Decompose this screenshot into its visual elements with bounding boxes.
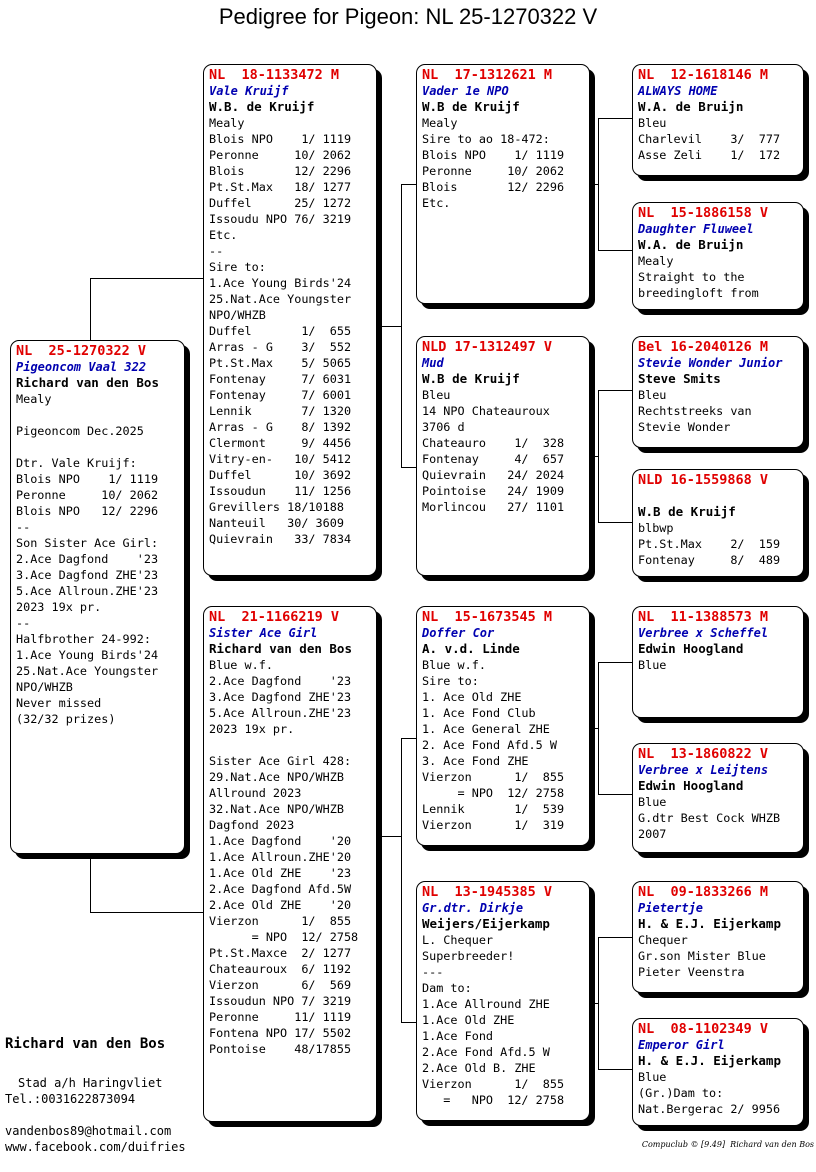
- pedigree-line: Son Sister Ace Girl:: [16, 536, 159, 550]
- owner-name: W.B de Kruijf: [422, 99, 520, 114]
- pedigree-line: Chequer: [638, 933, 688, 947]
- pedigree-line: --: [209, 244, 224, 258]
- pedigree-line: --: [16, 520, 31, 534]
- pedigree-line: = NPO 12/ 2758: [209, 930, 359, 944]
- pedigree-line: Chateaurouх 6/ 1192: [209, 962, 352, 976]
- ring-number: Bel 16-2040126 M: [638, 339, 769, 355]
- connector-line: [401, 738, 402, 1023]
- pedigree-line: Arras - G 8/ 1392: [209, 420, 352, 434]
- pedigree-line: Pieter Veenstra: [638, 965, 745, 979]
- pigeon-card-subject[interactable]: [10, 340, 185, 854]
- pedigree-line: 1.Ace Young Birds'24: [16, 648, 159, 662]
- pedigree-line: Blois 12/ 2296: [209, 164, 352, 178]
- pedigree-line: Blois 12/ 2296: [422, 180, 565, 194]
- pedigree-line: = NPO 12/ 2758: [422, 786, 565, 800]
- pigeon-name: Verbree x Leijtens: [638, 763, 769, 777]
- connector-line: [401, 184, 417, 185]
- connector-line: [598, 118, 632, 119]
- pedigree-line: Vierzon 1/ 855: [422, 770, 565, 784]
- ring-number: NL 11-1388573 M: [638, 609, 769, 625]
- pedigree-line: ---: [422, 965, 444, 979]
- connector-line: [598, 937, 632, 938]
- pedigree-line: Pigeoncom Dec.2025: [16, 424, 144, 438]
- connector-line: [598, 1069, 632, 1070]
- pigeon-card-dam-sire-sire[interactable]: [632, 606, 804, 718]
- pedigree-line: Blue w.f.: [422, 658, 486, 672]
- pedigree-line: Mealy: [422, 116, 458, 130]
- pedigree-line: 5.Ace Allroun.ZHE'23: [16, 584, 159, 598]
- ring-number: NLD 16-1559868 V: [638, 472, 769, 488]
- breeder-address: Stad a/h Haringvliet: [18, 1076, 163, 1090]
- pedigree-line: 2007: [638, 827, 667, 841]
- pedigree-line: Gr.son Mister Blue: [638, 949, 766, 963]
- pedigree-line: 1. Ace Fond Club: [422, 706, 536, 720]
- pedigree-line: NPO/WHZB: [16, 680, 73, 694]
- pedigree-line: Pontoise 48/17855: [209, 1042, 352, 1056]
- connector-line: [90, 912, 204, 913]
- pedigree-line: Pt.St.Maxce 2/ 1277: [209, 946, 352, 960]
- pedigree-line: 1. Ace General ZHE: [422, 722, 550, 736]
- pigeon-name: Vader 1e NPO: [422, 84, 509, 98]
- pedigree-line: Dtr. Vale Kruijf:: [16, 456, 137, 470]
- pigeon-name: Vale Kruijf: [209, 84, 289, 98]
- pedigree-line: Mealy: [638, 254, 674, 268]
- pedigree-line: Peronne 10/ 2062: [422, 164, 565, 178]
- pedigree-line: Clermont 9/ 4456: [209, 436, 352, 450]
- pedigree-line: Blue w.f.: [209, 658, 273, 672]
- pedigree-line: Chateauro 1/ 328: [422, 436, 565, 450]
- pedigree-line: Bleu: [638, 116, 667, 130]
- connector-line: [90, 858, 91, 912]
- pedigree-line: Issoudun NPO 7/ 3219: [209, 994, 352, 1008]
- pigeon-name: ALWAYS HOME: [638, 84, 718, 98]
- connector-line: [598, 390, 632, 391]
- connector-line: [598, 118, 599, 250]
- connector-line: [598, 390, 599, 522]
- pedigree-line: Vitry-en- 10/ 5412: [209, 452, 352, 466]
- owner-name: Steve Smits: [638, 371, 721, 386]
- pigeon-card-sire-dam-dam[interactable]: [632, 469, 804, 577]
- pedigree-line: Duffel 25/ 1272: [209, 196, 352, 210]
- pedigree-line: 29.Nat.Ace NPO/WHZB: [209, 770, 344, 784]
- owner-name: H. & E.J. Eijerkamp: [638, 1053, 781, 1068]
- ring-number: NL 17-1312621 M: [422, 67, 553, 83]
- pigeon-name: Verbree x Scheffel: [638, 626, 769, 640]
- pigeon-name: Doffer Cor: [422, 626, 495, 640]
- pedigree-line: Blue: [638, 795, 667, 809]
- pedigree-line: Blois NPO 1/ 1119: [209, 132, 352, 146]
- pedigree-line: blbwp: [638, 521, 674, 535]
- pigeon-card-dam-dam-dam[interactable]: [632, 1018, 804, 1126]
- pedigree-line: [16, 407, 179, 423]
- ring-number: NL 08-1102349 V: [638, 1021, 769, 1037]
- ring-number: NLD 17-1312497 V: [422, 339, 553, 355]
- pigeon-card-dam[interactable]: [203, 606, 377, 1122]
- ring-number: NL 13-1860822 V: [638, 746, 769, 762]
- pedigree-line: Morlincou 27/ 1101: [422, 500, 565, 514]
- pedigree-line: (32/32 prizes): [16, 712, 116, 726]
- pedigree-line: = NPO 12/ 2758: [422, 1093, 565, 1107]
- breeder-name: Richard van den Bos: [5, 1036, 166, 1052]
- owner-name: H. & E.J. Eijerkamp: [638, 916, 781, 931]
- pedigree-line: Charlevil 3/ 777: [638, 132, 781, 146]
- pedigree-line: Fontenay 4/ 657: [422, 452, 565, 466]
- connector-line: [90, 278, 91, 340]
- pigeon-card-dam-sire-dam[interactable]: [632, 743, 804, 853]
- breeder-phone: Tel.:0031622873094: [5, 1092, 136, 1106]
- owner-name: Richard van den Bos: [16, 375, 159, 390]
- pigeon-name: Emperor Girl: [638, 1038, 725, 1052]
- connector-line: [377, 836, 402, 837]
- owner-name: W.B de Kruijf: [638, 504, 736, 519]
- owner-name: Edwin Hoogland: [638, 641, 744, 656]
- pedigree-line: 3706 d: [422, 420, 465, 434]
- connector-line: [598, 522, 632, 523]
- pedigree-line: 25.Nat.Ace Youngster: [16, 664, 159, 678]
- pedigree-line: Sire to ao 18-472:: [422, 132, 550, 146]
- ring-number: NL 25-1270322 V: [16, 343, 147, 359]
- pedigree-line: Etc.: [422, 196, 451, 210]
- pedigree-line: Nat.Bergerac 2/ 9956: [638, 1102, 781, 1116]
- pedigree-line: Asse Zeli 1/ 172: [638, 148, 781, 162]
- pedigree-line: 2.Ace Dagfond '23: [16, 552, 159, 566]
- pedigree-line: Blois NPO 12/ 2296: [16, 504, 159, 518]
- pedigree-line: Bleu: [638, 388, 667, 402]
- pigeon-card-sire-dam[interactable]: [416, 336, 590, 576]
- pigeon-name: Sister Ace Girl: [209, 626, 318, 640]
- connector-line: [598, 250, 632, 251]
- pigeon-card-sire-sire-dam[interactable]: [632, 202, 804, 310]
- pedigree-line: 2.Ace Dagfond '23: [209, 674, 352, 688]
- pedigree-line: breedingloft from: [638, 286, 759, 300]
- connector-line: [598, 794, 632, 795]
- pedigree-line: Pt.St.Max 18/ 1277: [209, 180, 352, 194]
- pigeon-name: Daughter Fluweel: [638, 222, 754, 236]
- pedigree-line: Lennik 1/ 539: [422, 802, 565, 816]
- pedigree-line: 3.Ace Dagfond ZHE'23: [209, 690, 352, 704]
- pedigree-line: Grevillers 18/10188: [209, 500, 344, 514]
- pedigree-line: 5.Ace Allroun.ZHE'23: [209, 706, 352, 720]
- pedigree-line: NPO/WHZB: [209, 308, 266, 322]
- pedigree-line: Fontena NPO 17/ 5502: [209, 1026, 352, 1040]
- pedigree-line: Sire to:: [209, 260, 266, 274]
- ring-number: NL 21-1166219 V: [209, 609, 340, 625]
- connector-line: [401, 1022, 417, 1023]
- pedigree-line: Never missed: [16, 696, 102, 710]
- owner-name: Edwin Hoogland: [638, 778, 744, 793]
- pedigree-line: Dagfond 2023: [209, 818, 295, 832]
- pedigree-line: Halfbrother 24-992:: [16, 632, 151, 646]
- pigeon-card-sire-sire[interactable]: [416, 64, 590, 304]
- pedigree-line: [209, 737, 371, 753]
- pigeon-name: Pietertje: [638, 901, 704, 915]
- pedigree-line: --: [16, 616, 31, 630]
- pedigree-line: Bleu: [422, 388, 451, 402]
- pedigree-line: Quievrain 24/ 2024: [422, 468, 565, 482]
- pedigree-line: Fontenay 7/ 6031: [209, 372, 352, 386]
- connector-line: [598, 662, 599, 794]
- pedigree-line: Blue: [638, 1070, 667, 1084]
- connector-line: [377, 326, 402, 327]
- pedigree-line: Duffel 1/ 655: [209, 324, 352, 338]
- pigeon-card-sire-sire-sire[interactable]: [632, 64, 804, 176]
- pedigree-line: 2.Ace Old B. ZHE: [422, 1061, 536, 1075]
- pedigree-line: 1.Ace Allround ZHE: [422, 997, 550, 1011]
- pedigree-line: Vierzon 6/ 569: [209, 978, 352, 992]
- pigeon-name: Gr.dtr. Dirkje: [422, 901, 524, 915]
- ring-number: NL 15-1886158 V: [638, 205, 769, 221]
- pedigree-line: 2.Ace Dagfond Afd.5W: [209, 882, 352, 896]
- pedigree-line: 2.Ace Fond Afd.5 W: [422, 1045, 550, 1059]
- connector-line: [90, 278, 204, 279]
- pedigree-line: Duffel 10/ 3692: [209, 468, 352, 482]
- ring-number: NL 13-1945385 V: [422, 884, 553, 900]
- pedigree-line: 1.Ace Old ZHE: [422, 1013, 515, 1027]
- owner-name: W.B de Kruijf: [422, 371, 520, 386]
- ring-number: NL 09-1833266 M: [638, 884, 769, 900]
- pedigree-line: 2.Ace Old ZHE '20: [209, 898, 352, 912]
- pedigree-line: Lennik 7/ 1320: [209, 404, 352, 418]
- breeder-facebook[interactable]: www.facebook.com/duifries: [5, 1140, 186, 1154]
- ring-number: NL 12-1618146 M: [638, 67, 769, 83]
- pedigree-line: Issoudu NPO 76/ 3219: [209, 212, 352, 226]
- pedigree-line: Allround 2023: [209, 786, 302, 800]
- pedigree-line: Vierzon 1/ 855: [422, 1077, 565, 1091]
- pigeon-card-dam-dam[interactable]: [416, 881, 590, 1121]
- pedigree-line: Mealy: [16, 392, 52, 406]
- pedigree-line: 1.Ace Old ZHE '23: [209, 866, 352, 880]
- pigeon-name: Pigeoncom Vaal 322: [16, 360, 147, 374]
- pedigree-line: 14 NPO Chateauroux: [422, 404, 550, 418]
- pedigree-line: Pointoise 24/ 1909: [422, 484, 565, 498]
- pigeon-card-dam-dam-sire[interactable]: [632, 881, 804, 993]
- ring-number: NL 18-1133472 M: [209, 67, 340, 83]
- pigeon-card-sire-dam-sire[interactable]: [632, 336, 804, 448]
- owner-name: Richard van den Bos: [209, 641, 352, 656]
- pedigree-line: Straight to the: [638, 270, 745, 284]
- pedigree-line: Pt.St.Max 2/ 159: [638, 537, 781, 551]
- page-title: Pedigree for Pigeon: NL 25-1270322 V: [218, 4, 598, 29]
- pedigree-line: Vierzon 1/ 855: [209, 914, 352, 928]
- owner-name: W.A. de Bruijn: [638, 237, 744, 252]
- pedigree-line: G.dtr Best Cock WHZB: [638, 811, 781, 825]
- pedigree-line: Peronne 11/ 1119: [209, 1010, 352, 1024]
- pedigree-line: 1.Ace Young Birds'24: [209, 276, 352, 290]
- pedigree-line: 1.Ace Fond: [422, 1029, 494, 1043]
- pedigree-line: 1.Ace Dagfond '20: [209, 834, 352, 848]
- pedigree-line: 2023 19x pr.: [209, 722, 295, 736]
- pedigree-line: Sire to:: [422, 674, 479, 688]
- pedigree-line: [16, 439, 179, 455]
- pedigree-line: 1. Ace Old ZHE: [422, 690, 522, 704]
- connector-line: [598, 662, 632, 663]
- footer-credit: Compuclub © [9.49] Richard van den Bos: [641, 1140, 814, 1149]
- pigeon-card-dam-sire[interactable]: [416, 606, 590, 846]
- owner-name: Weijers/Eijerkamp: [422, 916, 550, 931]
- pedigree-line: Fontenay 8/ 489: [638, 553, 781, 567]
- pigeon-name: Mud: [422, 356, 444, 370]
- breeder-email[interactable]: vandenbos89@hotmail.com: [5, 1124, 172, 1138]
- pedigree-line: Rechtstreeks van: [638, 404, 752, 418]
- connector-line: [401, 184, 402, 468]
- pedigree-line: Issoudun 11/ 1256: [209, 484, 352, 498]
- owner-name: W.A. de Bruijn: [638, 99, 744, 114]
- pedigree-line: Blois NPO 1/ 1119: [16, 472, 159, 486]
- pedigree-line: Fontenay 7/ 6001: [209, 388, 352, 402]
- pigeon-name: Stevie Wonder Junior: [638, 356, 783, 370]
- pedigree-line: 32.Nat.Ace NPO/WHZB: [209, 802, 344, 816]
- connector-line: [401, 467, 417, 468]
- owner-name: A. v.d. Linde: [422, 641, 520, 656]
- pedigree-line: Arras - G 3/ 552: [209, 340, 352, 354]
- pedigree-line: 2. Ace Fond Afd.5 W: [422, 738, 557, 752]
- pedigree-line: Etc.: [209, 228, 238, 242]
- pedigree-line: Mealy: [209, 116, 245, 130]
- pedigree-line: Blois NPO 1/ 1119: [422, 148, 565, 162]
- pigeon-card-sire[interactable]: [203, 64, 377, 576]
- pedigree-line: 2023 19x pr.: [16, 600, 102, 614]
- pedigree-line: Stevie Wonder: [638, 420, 731, 434]
- pedigree-line: Pt.St.Max 5/ 5065: [209, 356, 352, 370]
- owner-name: W.B. de Kruijf: [209, 99, 315, 114]
- pedigree-line: 25.Nat.Ace Youngster: [209, 292, 352, 306]
- pedigree-line: Sister Ace Girl 428:: [209, 754, 352, 768]
- pedigree-line: 1.Ace Allroun.ZHE'20: [209, 850, 352, 864]
- pedigree-line: 3.Ace Dagfond ZHE'23: [16, 568, 159, 582]
- pedigree-line: Quievrain 33/ 7834: [209, 532, 352, 546]
- pedigree-line: Vierzon 1/ 319: [422, 818, 565, 832]
- pigeon-name: [638, 489, 798, 504]
- pedigree-line: Peronne 10/ 2062: [209, 148, 352, 162]
- pedigree-line: (Gr.)Dam to:: [638, 1086, 724, 1100]
- pedigree-line: 3. Ace Fond ZHE: [422, 754, 529, 768]
- pedigree-line: L. Chequer: [422, 933, 494, 947]
- ring-number: NL 15-1673545 M: [422, 609, 553, 625]
- pedigree-line: Nanteuil 30/ 3609: [209, 516, 344, 530]
- connector-line: [401, 738, 417, 739]
- connector-line: [598, 937, 599, 1069]
- pedigree-line: Dam to:: [422, 981, 472, 995]
- pedigree-line: Peronne 10/ 2062: [16, 488, 159, 502]
- pedigree-line: Blue: [638, 658, 667, 672]
- pedigree-line: Superbreeder!: [422, 949, 515, 963]
